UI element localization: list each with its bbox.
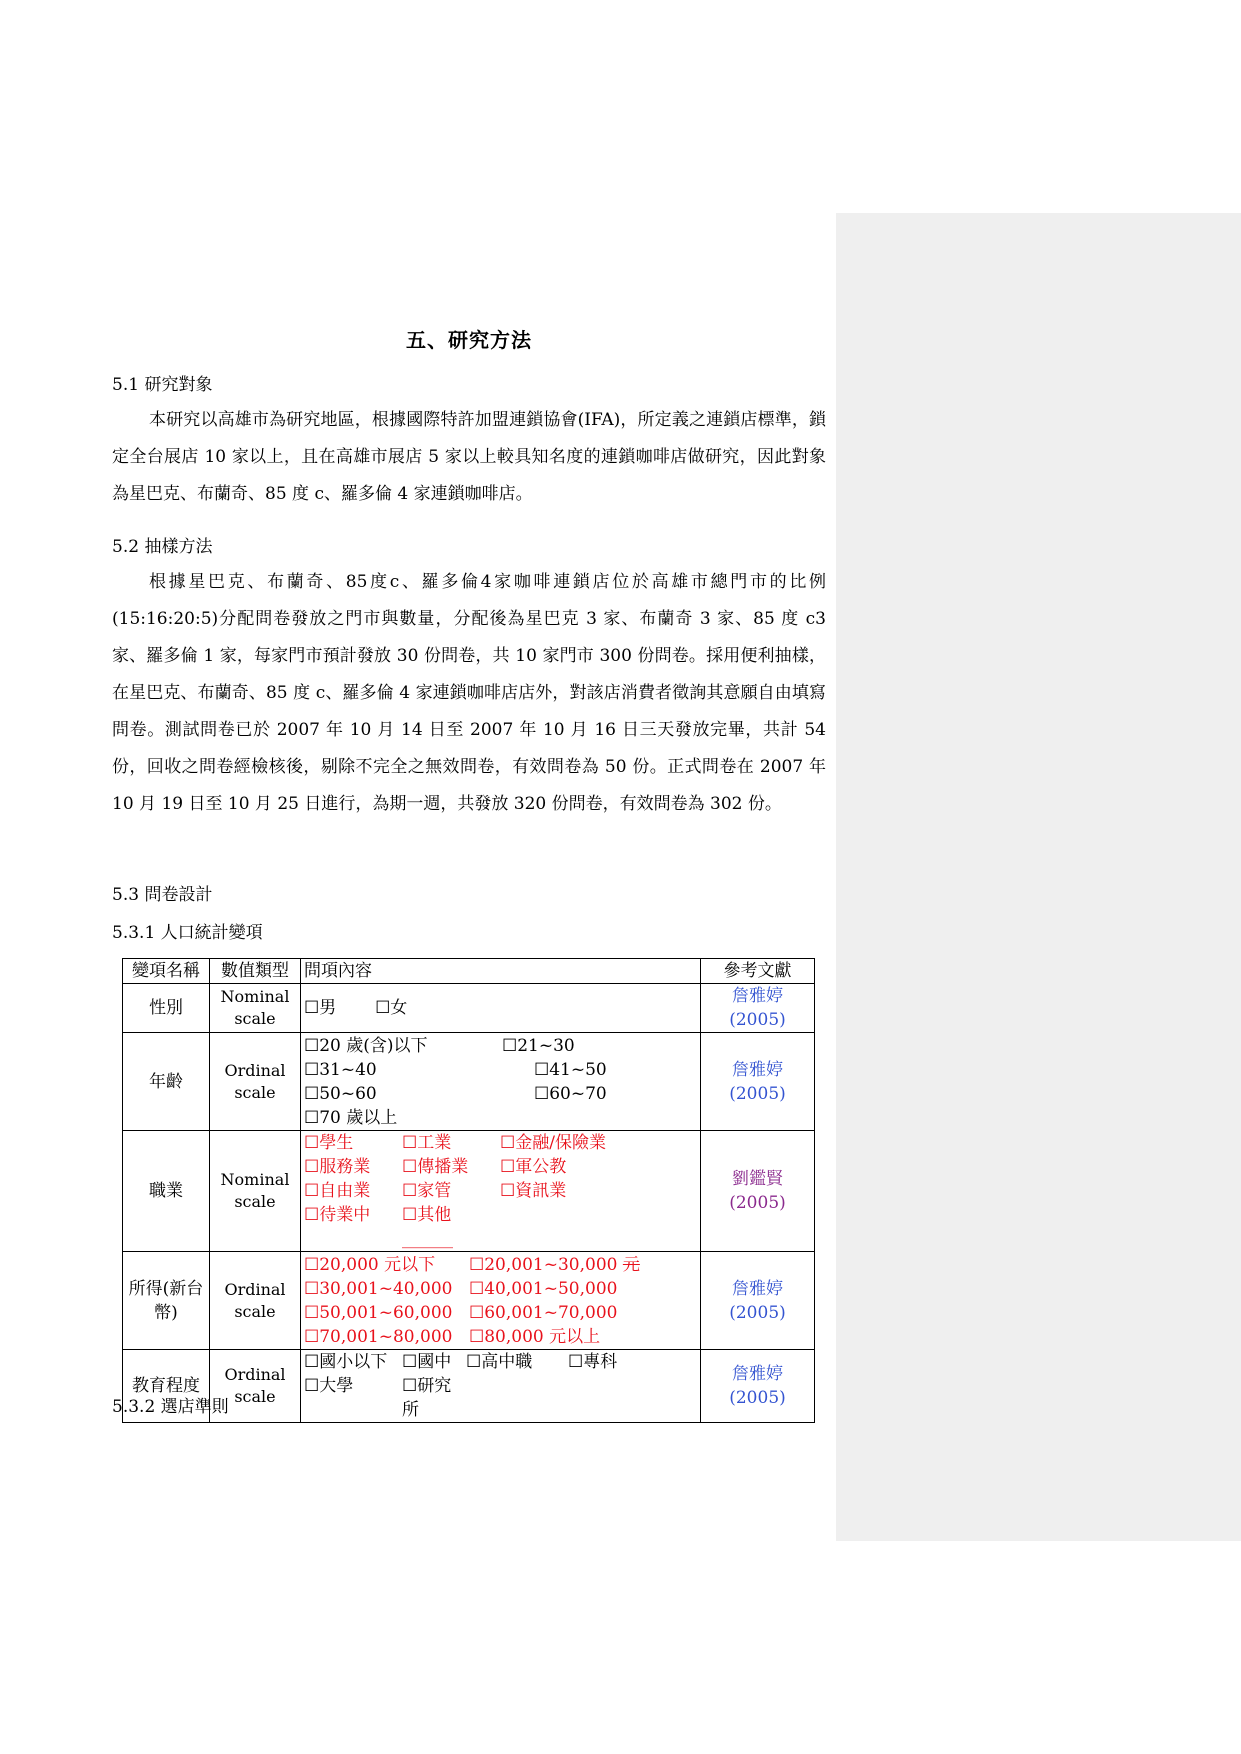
row-age-options: [301, 1033, 701, 1131]
option: ☐國中: [402, 1352, 452, 1372]
option: ☐專科: [568, 1352, 618, 1372]
paragraph-5-2: 根據星巴克、布蘭奇、85度c、羅多倫4家咖啡連鎖店位於高雄市總門市的比例(15:16:20:5)分配問卷發放之門市與數量，分配後為星巴克 3 家、布蘭奇 3 家、85 度 c3 家、羅多倫 1 家，每家門市預計發放 30 份問卷，共 10 家門市 300 份問卷。採用便利抽樣，在星巴克、布蘭奇、85 度 c、羅多倫 4 家連鎖咖啡店店外，對該店消費者徵詢其意願自由填寫問卷。測試問卷已於 2007 年 10 月 14 日至 2007 年 10 月 16 日三天發放完畢，共計 54 份，回收之問卷經檢核後，剔除不完全之無效問卷，有效問卷為 50 份。正式問卷在 2007 年 10 月 19 日至 10 月 25 日進行，為期一週，共發放 320 份問卷，有效問卷為 302 份。: [112, 572, 826, 814]
option: ☐40,001~50,000: [469, 1278, 618, 1299]
option: ☐傳播業: [402, 1157, 469, 1177]
option: ☐高中職: [466, 1352, 533, 1372]
option: ☐20,001~30,000: [469, 1254, 623, 1275]
option: ☐50~60: [304, 1083, 377, 1104]
option: ☐80,000 元以上: [469, 1326, 601, 1347]
option: ☐資訊業: [500, 1181, 567, 1201]
header-reference: 參考文獻: [701, 959, 815, 984]
option: ☐軍公教: [500, 1157, 567, 1177]
option: ☐學生: [304, 1133, 354, 1153]
option: ☐70 歲以上: [304, 1107, 398, 1128]
row-job-name: 職業: [123, 1131, 210, 1252]
row-job-options: [301, 1131, 701, 1252]
option: ☐待業中: [304, 1205, 371, 1225]
heading-5-1: 5.1 研究對象: [112, 375, 213, 395]
option: ☐金融/保險業: [500, 1133, 606, 1153]
option: ☐服務業: [304, 1157, 371, 1177]
row-job-type: Nominal scale: [210, 1131, 301, 1252]
section-title: 五、研究方法: [406, 328, 532, 352]
header-value-type: 數值類型: [210, 959, 301, 984]
row-gender-options: [301, 984, 701, 1033]
table-header-row: [123, 959, 815, 984]
option: ☐20,000 元以下: [304, 1254, 436, 1275]
header-variable-name: 變項名稱: [123, 959, 210, 984]
demographic-variables-table: [122, 958, 815, 1423]
row-age-type: Ordinal scale: [210, 1033, 301, 1131]
row-gender-name: 性別: [123, 984, 210, 1033]
row-job-reference: 劉鑑賢(2005): [701, 1131, 815, 1252]
header-item-content: 問項內容: [301, 959, 701, 984]
option: ☐60~70: [534, 1083, 607, 1104]
deleted-text: 元: [622, 1254, 640, 1275]
option: ☐工業: [402, 1133, 452, 1153]
option-male: ☐男: [304, 998, 337, 1018]
paragraph-5-1: 本研究以高雄市為研究地區，根據國際特許加盟連鎖協會(IFA)，所定義之連鎖店標準，鎖定全台展店 10 家以上，且在高雄市展店 5 家以上較具知名度的連鎖咖啡店做研究，因此對象為星巴克、布蘭奇、85 度 c、羅多倫 4 家連鎖咖啡店。: [112, 410, 826, 504]
option: ☐41~50: [534, 1059, 607, 1080]
option: ☐大學: [304, 1376, 354, 1396]
option: ☐50,001~60,000: [304, 1302, 453, 1323]
option: ☐研究所: [402, 1376, 452, 1420]
table-row: [123, 1131, 815, 1252]
option: ☐自由業: [304, 1181, 371, 1201]
comment-margin-panel: [836, 213, 1241, 1541]
row-edu-reference: 詹雅婷(2005): [701, 1350, 815, 1423]
row-age-name: 年齡: [123, 1033, 210, 1131]
option: ☐70,001~80,000: [304, 1326, 453, 1347]
row-edu-name: 教育程度: [123, 1350, 210, 1423]
row-income-reference: 詹雅婷(2005): [701, 1252, 815, 1350]
row-income-name: 所得(新台幣): [123, 1252, 210, 1350]
row-edu-type: Ordinal scale: [210, 1350, 301, 1423]
heading-5-3-1: 5.3.1 人口統計變項: [112, 923, 263, 943]
option: ☐60,001~70,000: [469, 1302, 618, 1323]
heading-5-2: 5.2 抽樣方法: [112, 537, 213, 557]
option: ☐30,001~40,000: [304, 1278, 453, 1299]
row-edu-options: [301, 1350, 701, 1423]
row-gender-reference: 詹雅婷(2005): [701, 984, 815, 1033]
row-gender-type: Nominal scale: [210, 984, 301, 1033]
option: ☐其他______: [402, 1205, 453, 1249]
table-row: [123, 1252, 815, 1350]
row-income-type: Ordinal scale: [210, 1252, 301, 1350]
option: ☐31~40: [304, 1059, 377, 1080]
table-row: [123, 1033, 815, 1131]
option: ☐家管: [402, 1181, 452, 1201]
row-age-reference: 詹雅婷(2005): [701, 1033, 815, 1131]
option-female: ☐女: [375, 998, 408, 1018]
option: ☐國小以下: [304, 1352, 388, 1372]
table-row: [123, 984, 815, 1033]
heading-5-3-2: 5.3.2 選店準則: [112, 1397, 229, 1417]
option: ☐21~30: [502, 1035, 575, 1056]
row-income-options: [301, 1252, 701, 1350]
option: ☐20 歲(含)以下: [304, 1035, 428, 1056]
heading-5-3: 5.3 問卷設計: [112, 885, 213, 905]
